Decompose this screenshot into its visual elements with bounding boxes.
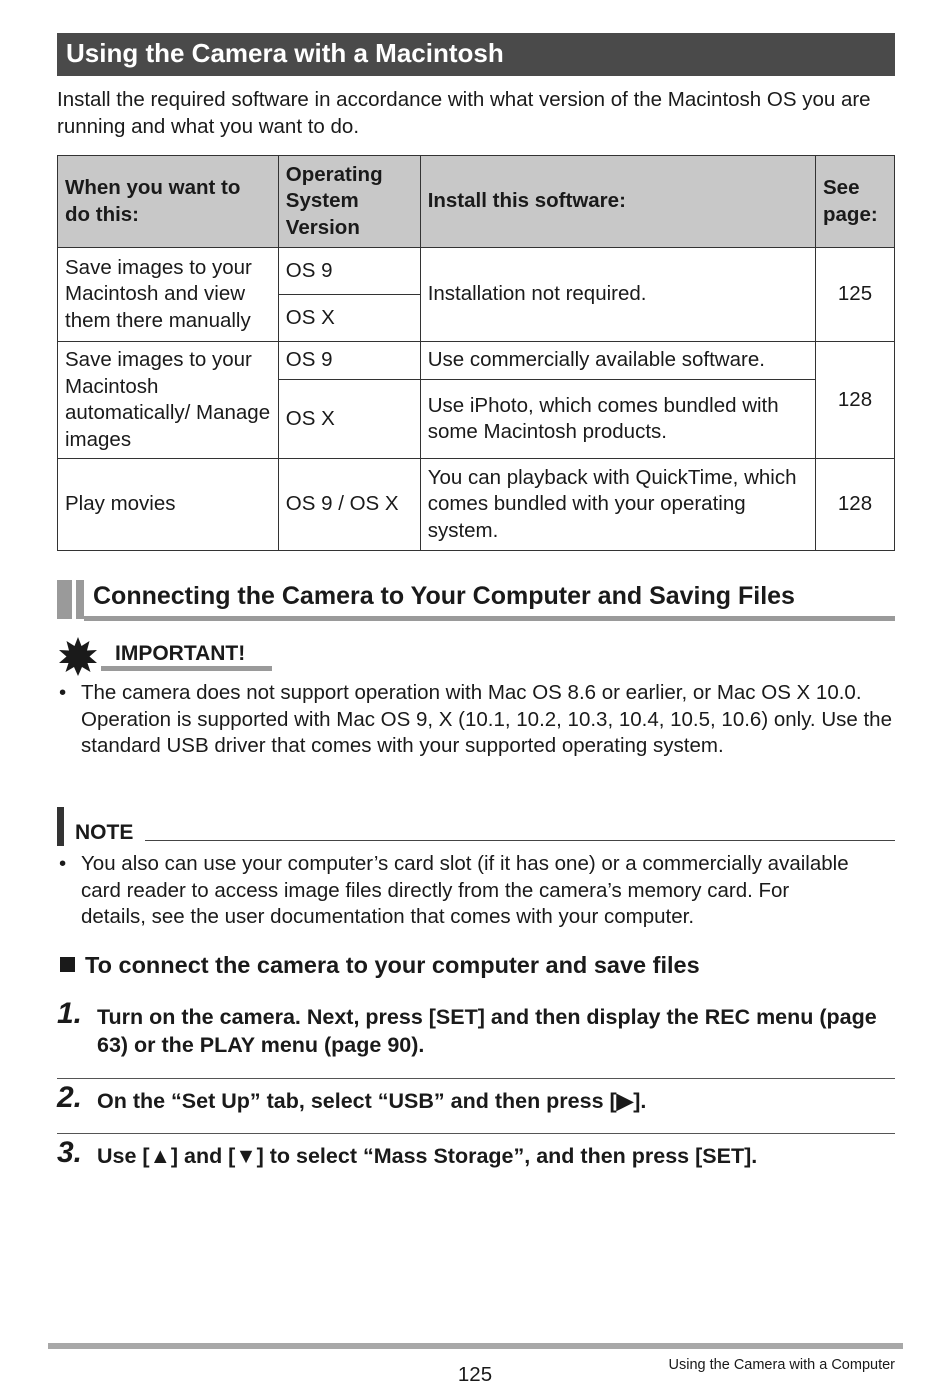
table-cell-software: Installation not required. xyxy=(420,248,815,342)
table-cell-os: OS 9 / OS X xyxy=(278,459,420,551)
important-label: IMPORTANT! xyxy=(115,642,246,665)
table-cell-os: OS X xyxy=(278,380,420,459)
heading-bar-decoration xyxy=(57,580,72,619)
note-label: NOTE xyxy=(75,821,134,844)
table-header-cell: See page: xyxy=(816,156,895,248)
table-cell-page: 128 xyxy=(816,342,895,459)
bullet-dot: • xyxy=(59,681,67,704)
table-cell-os: OS X xyxy=(278,295,420,342)
bullet-dot: • xyxy=(59,852,67,875)
note-text: You also can use your computer’s card slot (if it has one) or a commercially available card reader to access image files directly from the camera’s memory card. For details, see the user documentation that comes with your computer. xyxy=(81,852,849,928)
burst-icon xyxy=(57,636,99,678)
step-text: Use [▲] and [▼] to select “Mass Storage”, and then press [SET]. xyxy=(97,1144,758,1168)
note-bullet xyxy=(57,851,857,931)
section-heading-text: Connecting the Camera to Your Computer and Saving Files xyxy=(93,582,795,610)
intro-paragraph: Install the required software in accordance with what version of the Macintosh OS you are running and what you want to do. xyxy=(57,88,871,138)
table-cell-software: You can playback with QuickTime, which comes bundled with your operating system. xyxy=(420,459,815,551)
table-cell-page: 128 xyxy=(816,459,895,551)
footer-rule xyxy=(48,1343,903,1349)
step-divider xyxy=(57,1133,895,1134)
step-text: On the “Set Up” tab, select “USB” and then press [▶]. xyxy=(97,1089,647,1113)
page-number: 125 xyxy=(457,1363,493,1386)
table-row xyxy=(58,248,895,295)
note-callout xyxy=(57,807,895,847)
software-table xyxy=(57,155,895,551)
important-callout xyxy=(57,636,272,676)
step-divider xyxy=(57,1078,895,1079)
procedure-heading xyxy=(57,952,895,979)
heading-underline xyxy=(84,616,895,621)
table-cell-software: Use commercially available software. xyxy=(420,342,815,380)
table-row xyxy=(58,459,895,551)
table-cell-task: Play movies xyxy=(58,459,279,551)
table-cell-software: Use iPhoto, which comes bundled with some Macintosh products. xyxy=(420,380,815,459)
important-bullet xyxy=(57,680,895,760)
step-number: 3. xyxy=(57,1136,83,1169)
step-text: Turn on the camera. Next, press [SET] and then display the REC menu (page 63) or the PLAY menu (page 90). xyxy=(97,1005,877,1057)
page-title: Using the Camera with a Macintosh xyxy=(57,33,895,76)
important-underline xyxy=(101,666,272,671)
square-bullet-icon xyxy=(60,957,75,972)
table-cell-os: OS 9 xyxy=(278,248,420,295)
note-bar-decoration xyxy=(57,807,64,846)
important-text: The camera does not support operation with Mac OS 8.6 or earlier, or Mac OS X 10.0. Operation is supported with Mac OS 9, X (10.1, 10.2, 10.3, 10.4, 10.5, 10.6) only. Use the standard USB driver that comes with your supported operating system. xyxy=(81,681,892,757)
table-header-row xyxy=(58,156,895,248)
table-cell-task: Save images to your Macintosh automatically/ Manage images xyxy=(58,342,279,459)
table-row xyxy=(58,342,895,380)
heading-bar-decoration xyxy=(76,580,84,619)
section-heading xyxy=(57,580,895,622)
procedure-title: To connect the camera to your computer and save files xyxy=(85,952,700,978)
table-cell-task: Save images to your Macintosh and view them there manually xyxy=(58,248,279,342)
footer-chapter: Using the Camera with a Computer xyxy=(668,1357,895,1373)
table-header-cell: Install this software: xyxy=(420,156,815,248)
step-number: 2. xyxy=(57,1081,83,1114)
table-cell-page: 125 xyxy=(816,248,895,342)
table-header-cell: Operating System Version xyxy=(278,156,420,248)
table-header-cell: When you want to do this: xyxy=(58,156,279,248)
note-rule xyxy=(145,840,895,841)
step-number: 1. xyxy=(57,997,83,1030)
table-cell-os: OS 9 xyxy=(278,342,420,380)
